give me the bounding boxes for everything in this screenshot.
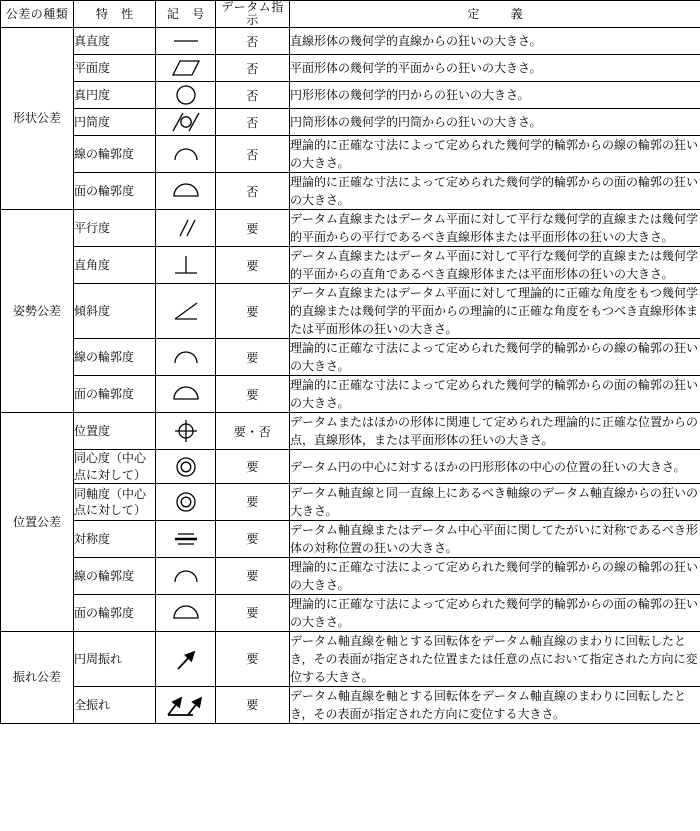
definition-cell: データムまたはほかの形体に関連して定められた理論的に正確な位置からの点，直線形体，または平面形体の狂いの大きさ。 xyxy=(290,413,700,450)
datum-indication-cell: 要 xyxy=(216,483,290,520)
definition-cell: データム直線またはデータム平面に対して平行な幾何学的直線または幾何学的平面からの直角であるべき直線形体または平面形体の狂いの大きさ。 xyxy=(290,247,700,284)
table-row xyxy=(1,376,700,413)
definition-cell: データム直線またはデータム平面に対して理論的に正確な角度をもつ幾何学的直線または幾何学的平面からの理論的に正確な角度をもつべき直線形体または平面形体の狂いの大きさ。 xyxy=(290,284,700,339)
datum-indication-cell: 要 xyxy=(216,376,290,413)
definition-cell: 円形形体の幾何学的円からの狂いの大きさ。 xyxy=(290,82,700,109)
characteristic-cell: 面の輪郭度 xyxy=(74,376,156,413)
definition-cell: データム軸直線を軸とする回転体をデータム軸直線のまわりに回転したとき，その表面が指定された方向に変位する大きさ。 xyxy=(290,686,700,723)
characteristic-cell: 同軸度（中心点に対して） xyxy=(74,483,156,520)
characteristic-cell: 線の輪郭度 xyxy=(74,136,156,173)
characteristic-cell: 傾斜度 xyxy=(74,284,156,339)
datum-indication-cell: 要 xyxy=(216,284,290,339)
total-runout-symbol xyxy=(156,686,216,723)
table-row xyxy=(1,82,700,109)
characteristic-cell: 線の輪郭度 xyxy=(74,557,156,594)
table-row xyxy=(1,631,700,686)
perpendicularity-symbol xyxy=(156,247,216,284)
datum-indication-cell: 否 xyxy=(216,136,290,173)
definition-cell: 理論的に正確な寸法によって定められた幾何学的輪郭からの面の輪郭の狂いの大きさ。 xyxy=(290,376,700,413)
tolerance-kind-cell: 振れ公差 xyxy=(1,631,74,723)
definition-cell: データム軸直線を軸とする回転体をデータム軸直線のまわりに回転したとき，その表面が指定された位置または任意の点において指定された方向に変位する大きさ。 xyxy=(290,631,700,686)
datum-indication-cell: 否 xyxy=(216,55,290,82)
table-row xyxy=(1,450,700,483)
table-row xyxy=(1,520,700,557)
datum-indication-cell: 要 xyxy=(216,594,290,631)
angularity-symbol xyxy=(156,284,216,339)
symmetry-symbol xyxy=(156,520,216,557)
characteristic-cell: 直角度 xyxy=(74,247,156,284)
characteristic-cell: 円周振れ xyxy=(74,631,156,686)
definition-cell: データム円の中心に対するほかの円形形体の中心の位置の狂いの大きさ。 xyxy=(290,450,700,483)
line-profile-symbol xyxy=(156,557,216,594)
table-row xyxy=(1,413,700,450)
definition-cell: データム直線またはデータム平面に対して平行な幾何学的直線または幾何学的平面からの平行であるべき直線形体または平面形体の狂いの大きさ。 xyxy=(290,210,700,247)
table-header xyxy=(1,1,700,28)
definition-cell: 理論的に正確な寸法によって定められた幾何学的輪郭からの線の輪郭の狂いの大きさ。 xyxy=(290,557,700,594)
header-characteristic: 特 性 xyxy=(74,1,156,28)
circular-runout-symbol xyxy=(156,631,216,686)
tolerance-kind-cell: 位置公差 xyxy=(1,413,74,631)
parallelism-symbol xyxy=(156,210,216,247)
characteristic-cell: 真直度 xyxy=(74,28,156,55)
header-row xyxy=(1,1,700,28)
line-profile-symbol xyxy=(156,339,216,376)
tolerance-kind-cell: 姿勢公差 xyxy=(1,210,74,413)
flatness-symbol xyxy=(156,55,216,82)
datum-indication-cell: 否 xyxy=(216,28,290,55)
datum-indication-cell: 要 xyxy=(216,520,290,557)
definition-cell: 理論的に正確な寸法によって定められた幾何学的輪郭からの面の輪郭の狂いの大きさ。 xyxy=(290,594,700,631)
datum-indication-cell: 要 xyxy=(216,339,290,376)
datum-indication-cell: 否 xyxy=(216,82,290,109)
characteristic-cell: 面の輪郭度 xyxy=(74,173,156,210)
surface-profile-symbol xyxy=(156,173,216,210)
table-row xyxy=(1,173,700,210)
table-row xyxy=(1,339,700,376)
table-row xyxy=(1,557,700,594)
characteristic-cell: 線の輪郭度 xyxy=(74,339,156,376)
surface-profile-symbol xyxy=(156,376,216,413)
table-row xyxy=(1,210,700,247)
tolerance-kind-cell: 形状公差 xyxy=(1,28,74,210)
definition-cell: 円筒形体の幾何学的円筒からの狂いの大きさ。 xyxy=(290,109,700,136)
datum-indication-cell: 要 xyxy=(216,210,290,247)
datum-indication-cell: 否 xyxy=(216,109,290,136)
definition-cell: 直線形体の幾何学的直線からの狂いの大きさ。 xyxy=(290,28,700,55)
characteristic-cell: 位置度 xyxy=(74,413,156,450)
definition-cell: 理論的に正確な寸法によって定められた幾何学的輪郭からの線の輪郭の狂いの大きさ。 xyxy=(290,136,700,173)
characteristic-cell: 対称度 xyxy=(74,520,156,557)
header-symbol: 記 号 xyxy=(156,1,216,28)
definition-cell: 平面形体の幾何学的平面からの狂いの大きさ。 xyxy=(290,55,700,82)
characteristic-cell: 平面度 xyxy=(74,55,156,82)
table-row xyxy=(1,136,700,173)
straightness-symbol xyxy=(156,28,216,55)
characteristic-cell: 真円度 xyxy=(74,82,156,109)
table-row xyxy=(1,109,700,136)
position-symbol xyxy=(156,413,216,450)
characteristic-cell: 面の輪郭度 xyxy=(74,594,156,631)
table-row xyxy=(1,483,700,520)
datum-indication-cell: 否 xyxy=(216,173,290,210)
characteristic-cell: 平行度 xyxy=(74,210,156,247)
table-row xyxy=(1,28,700,55)
definition-cell: データム軸直線またはデータム中心平面に関してたがいに対称であるべき形体の対称位置の狂いの大きさ。 xyxy=(290,520,700,557)
header-tolerance-kind: 公差の種類 xyxy=(1,1,74,28)
table-row xyxy=(1,284,700,339)
definition-cell: 理論的に正確な寸法によって定められた幾何学的輪郭からの線の輪郭の狂いの大きさ。 xyxy=(290,339,700,376)
header-datum-indication: データム指示 xyxy=(216,1,290,28)
characteristic-cell: 同心度（中心点に対して） xyxy=(74,450,156,483)
line-profile-symbol xyxy=(156,136,216,173)
characteristic-cell: 全振れ xyxy=(74,686,156,723)
datum-indication-cell: 要 xyxy=(216,686,290,723)
definition-cell: データム軸直線と同一直線上にあるべき軸線のデータム軸直線からの狂いの大きさ。 xyxy=(290,483,700,520)
table-row xyxy=(1,55,700,82)
header-definition: 定 義 xyxy=(290,1,700,28)
datum-indication-cell: 要 xyxy=(216,450,290,483)
datum-indication-cell: 要 xyxy=(216,557,290,594)
coaxiality-symbol xyxy=(156,483,216,520)
roundness-symbol xyxy=(156,82,216,109)
surface-profile-symbol xyxy=(156,594,216,631)
table-row xyxy=(1,247,700,284)
cylindricity-symbol xyxy=(156,109,216,136)
table-body xyxy=(1,28,700,723)
datum-indication-cell: 要 xyxy=(216,631,290,686)
table-row xyxy=(1,686,700,723)
datum-indication-cell: 要 xyxy=(216,247,290,284)
characteristic-cell: 円筒度 xyxy=(74,109,156,136)
concentricity-symbol xyxy=(156,450,216,483)
definition-cell: 理論的に正確な寸法によって定められた幾何学的輪郭からの面の輪郭の狂いの大きさ。 xyxy=(290,173,700,210)
datum-indication-cell: 要・否 xyxy=(216,413,290,450)
table-row xyxy=(1,594,700,631)
